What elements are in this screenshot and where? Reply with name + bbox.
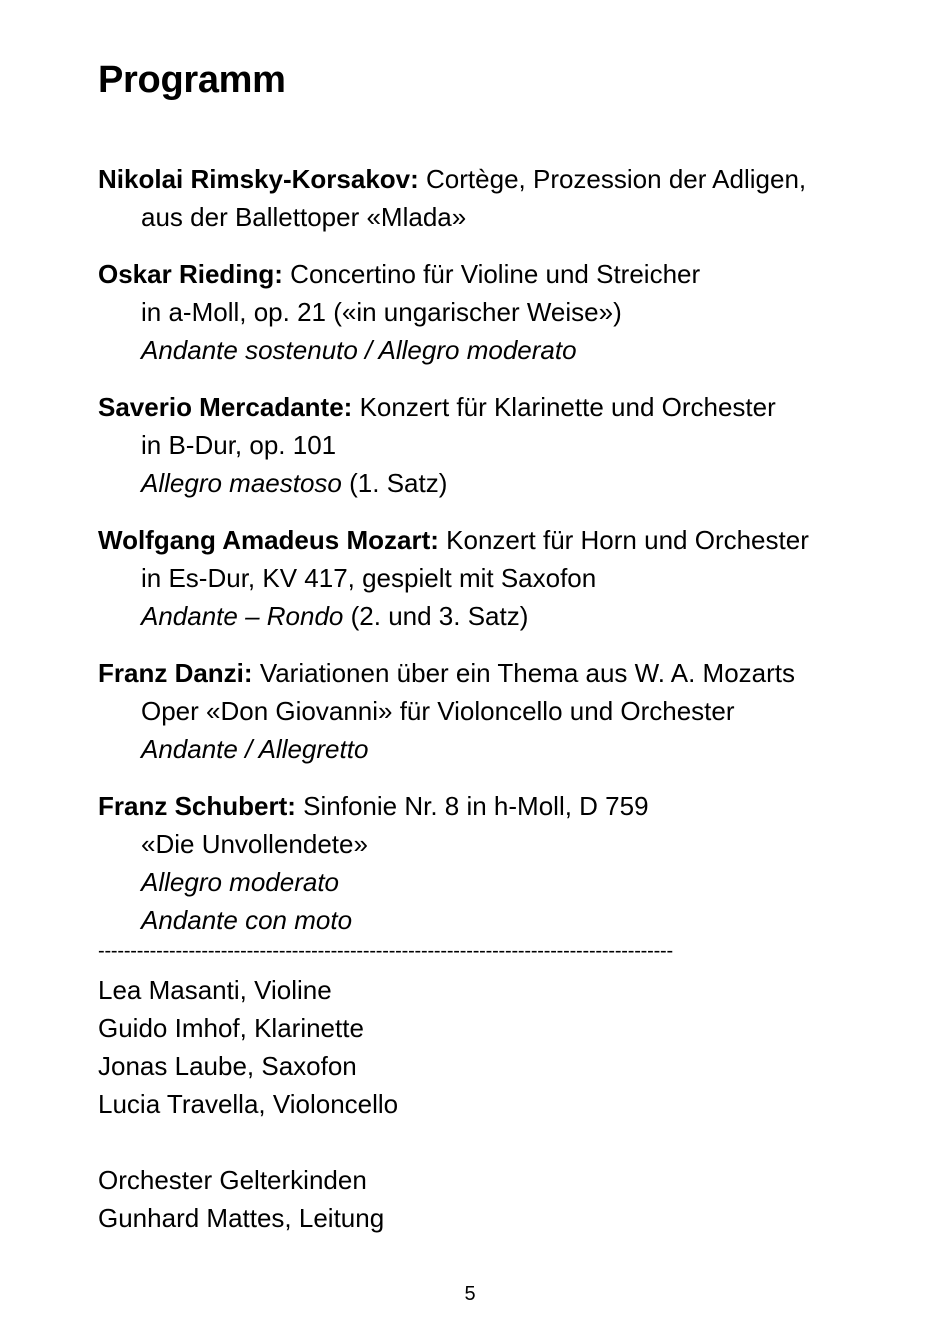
program-item-danzi [98,654,888,768]
movement-tempo: Allegro maestoso [141,468,342,498]
composer-name: Nikolai Rimsky-Korsakov: [98,164,419,194]
conductor: Gunhard Mattes, Leitung [98,1203,385,1233]
soloist: Jonas Laube, Saxofon [98,1051,357,1081]
dashed-divider: ----------------------------------------------------------------------------------------- [98,940,673,962]
piece-detail: aus der Ballettoper «Mlada» [141,202,467,232]
composer-name: Wolfgang Amadeus Mozart: [98,525,439,555]
piece-title: Cortège, Prozession der Adligen, [426,164,807,194]
composer-name: Franz Schubert: [98,791,296,821]
movement-tempo: Andante sostenuto / Allegro moderato [141,335,577,365]
piece-title: Sinfonie Nr. 8 in h-Moll, D 759 [303,791,649,821]
piece-title: Konzert für Horn und Orchester [446,525,809,555]
ensemble-name: Orchester Gelterkinden [98,1165,367,1195]
program-item-schubert [98,787,888,939]
page-number: 5 [464,1283,476,1305]
composer-name: Oskar Rieding: [98,259,283,289]
piece-detail: in Es-Dur, KV 417, gespielt mit Saxofon [141,563,597,593]
program-item-mozart [98,521,888,635]
program-item-mercadante [98,388,888,502]
spacer [98,1123,398,1161]
movement-tempo: Allegro moderato [141,867,339,897]
piece-title: Concertino für Violine und Streicher [290,259,701,289]
piece-detail: in a-Moll, op. 21 («in ungarischer Weise») [141,297,622,327]
piece-title: Variationen über ein Thema aus W. A. Mozarts [259,658,796,688]
movement-note: (1. Satz) [349,468,448,498]
soloist: Lucia Travella, Violoncello [98,1089,399,1119]
piece-detail: «Die Unvollendete» [141,829,368,859]
program-item-rimsky-korsakov [98,160,888,236]
composer-name: Saverio Mercadante: [98,392,353,422]
piece-detail: in B-Dur, op. 101 [141,430,337,460]
page-title: Programm [98,59,286,101]
movement-tempo: Andante / Allegretto [141,734,369,764]
soloist: Lea Masanti, Violine [98,975,332,1005]
program-item-rieding [98,255,888,369]
soloist: Guido Imhof, Klarinette [98,1013,364,1043]
composer-name: Franz Danzi: [98,658,253,688]
piece-title: Konzert für Klarinette und Orchester [359,392,776,422]
movement-note: (2. und 3. Satz) [350,601,529,631]
performers-list [98,971,398,1237]
movement-tempo: Andante con moto [141,905,353,935]
movement-tempo: Andante – Rondo [141,601,344,631]
piece-detail: Oper «Don Giovanni» für Violoncello und Orchester [141,696,735,726]
program-list [98,160,888,939]
